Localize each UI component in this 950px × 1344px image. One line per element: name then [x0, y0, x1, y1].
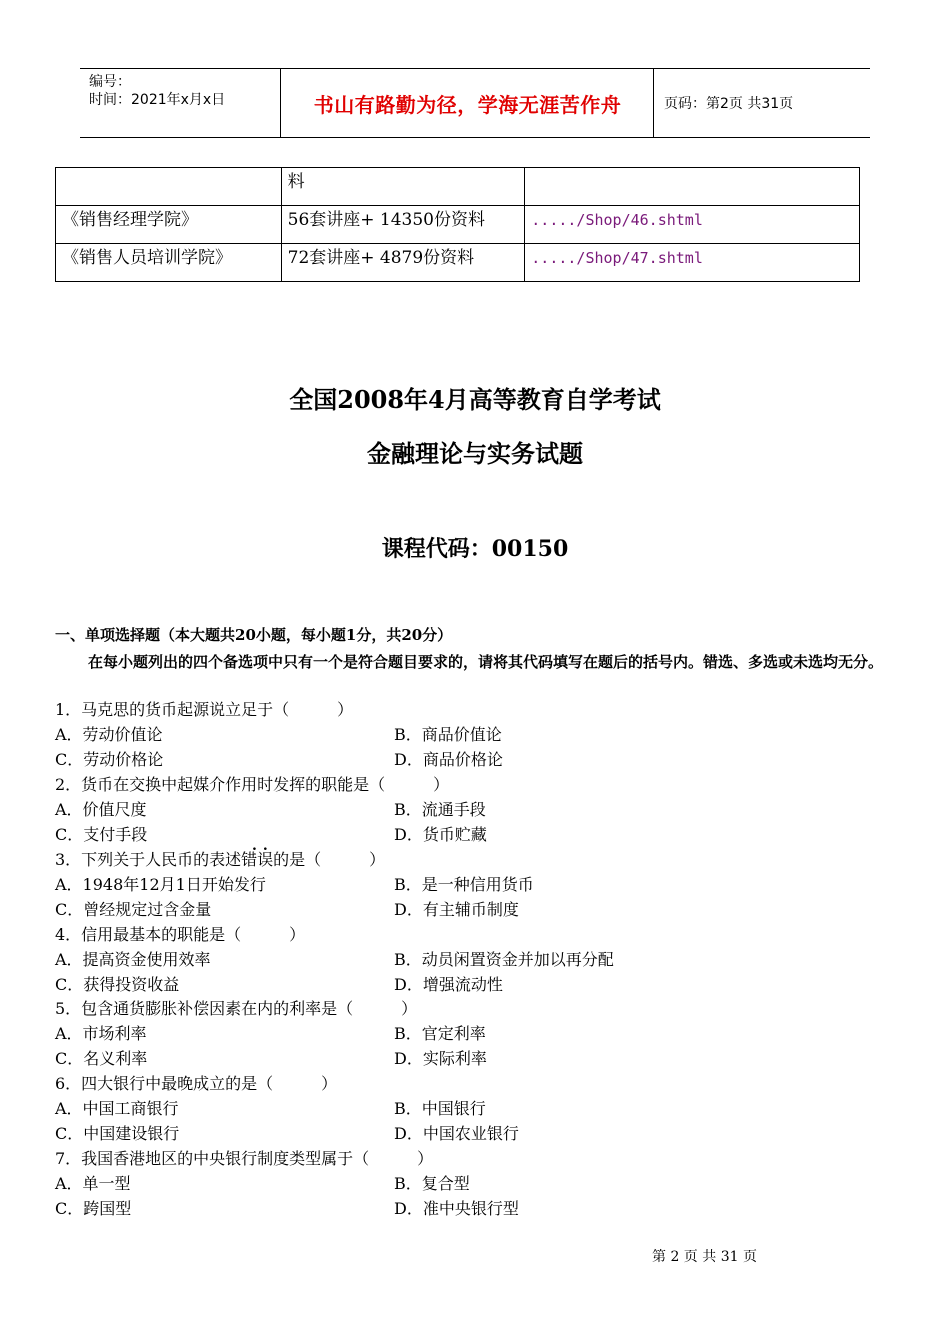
option-a: A．中国工商银行: [55, 1099, 179, 1118]
option-b: B．商品价值论: [394, 725, 502, 744]
question-stem: 2．货币在交换中起媒介作用时发挥的职能是（ ）: [55, 775, 450, 794]
question-stem: 5．包含通货膨胀补偿因素在内的利率是（ ）: [55, 999, 418, 1018]
option-c: C．获得投资收益: [55, 975, 180, 994]
option-c: C．中国建设银行: [55, 1124, 180, 1143]
course-code: 课程代码：00150: [381, 536, 569, 562]
table-cell-name: 《销售经理学院》: [56, 206, 282, 244]
option-a: A．提高资金使用效率: [55, 950, 211, 969]
option-b: B．动员闲置资金并加以再分配: [394, 950, 614, 969]
question-stem: 4．信用最基本的职能是（ ）: [55, 925, 306, 944]
header-page-info: 页码：第2页 共31页: [664, 96, 794, 112]
option-c: C．劳动价格论: [55, 750, 164, 769]
option-a: A．市场利率: [55, 1024, 147, 1043]
option-a: A．1948年12月1日开始发行: [55, 875, 266, 894]
table-cell-content: 56套讲座+ 14350份资料: [281, 206, 525, 244]
table-cell-link[interactable]: ...../Shop/46.shtml: [525, 206, 860, 244]
option-d: D．中国农业银行: [394, 1124, 519, 1143]
table-row: [56, 206, 860, 244]
page-header: [80, 68, 870, 138]
option-d: D．准中央银行型: [394, 1199, 519, 1218]
option-c: C．名义利率: [55, 1049, 148, 1068]
table-row: [56, 168, 860, 206]
option-a: A．价值尺度: [55, 800, 147, 819]
emphasis-dots: ..: [252, 838, 274, 854]
question-stem: 7．我国香港地区的中央银行制度类型属于（ ）: [55, 1149, 434, 1168]
option-b: B．是一种信用货币: [394, 875, 534, 894]
section-instruction: 在每小题列出的四个备选项中只有一个是符合题目要求的，请将其代码填写在题后的括号内。错选、多选或未选均无分。: [88, 653, 884, 671]
table-cell-name: 《销售人员培训学院》: [56, 244, 282, 282]
table-cell-content: 料: [281, 168, 525, 206]
table-cell-link[interactable]: [525, 168, 860, 206]
option-d: D．实际利率: [394, 1049, 487, 1068]
option-d: D．增强流动性: [394, 975, 503, 994]
time-label: 时间：2021年x月x日: [89, 92, 226, 108]
table-cell-content: 72套讲座+ 4879份资料: [281, 244, 525, 282]
table-row: [56, 244, 860, 282]
page-footer: 第 2 页 共 31 页: [652, 1249, 757, 1265]
header-motto: 书山有路勤为径，学海无涯苦作舟: [282, 69, 654, 137]
option-a: A．劳动价值论: [55, 725, 163, 744]
header-meta: [80, 69, 281, 137]
table-cell-name: [56, 168, 282, 206]
option-b: B．中国银行: [394, 1099, 486, 1118]
question-stem: 1．马克思的货币起源说立足于（ ）: [55, 700, 354, 719]
option-d: D．有主辅币制度: [394, 900, 519, 919]
option-c: C．曾经规定过含金量: [55, 900, 212, 919]
option-d: D．货币贮藏: [394, 825, 487, 844]
option-a: A．单一型: [55, 1174, 131, 1193]
question-stem: 6．四大银行中最晚成立的是（ ）: [55, 1074, 338, 1093]
exam-title: 全国2008年4月高等教育自学考试: [289, 385, 661, 414]
number-label: 编号：: [89, 74, 131, 90]
option-c: C．跨国型: [55, 1199, 132, 1218]
option-b: B．官定利率: [394, 1024, 486, 1043]
resource-table: [55, 167, 860, 282]
exam-subtitle: 金融理论与实务试题: [367, 439, 583, 468]
option-d: D．商品价格论: [394, 750, 503, 769]
option-c: C．支付手段: [55, 825, 148, 844]
question-stem: 3．下列关于人民币的表述错误的是（ ）: [55, 850, 386, 869]
table-cell-link[interactable]: ...../Shop/47.shtml: [525, 244, 860, 282]
option-b: B．流通手段: [394, 800, 486, 819]
section-heading: 一、单项选择题（本大题共20小题，每小题1分，共20分）: [55, 626, 453, 644]
option-b: B．复合型: [394, 1174, 470, 1193]
